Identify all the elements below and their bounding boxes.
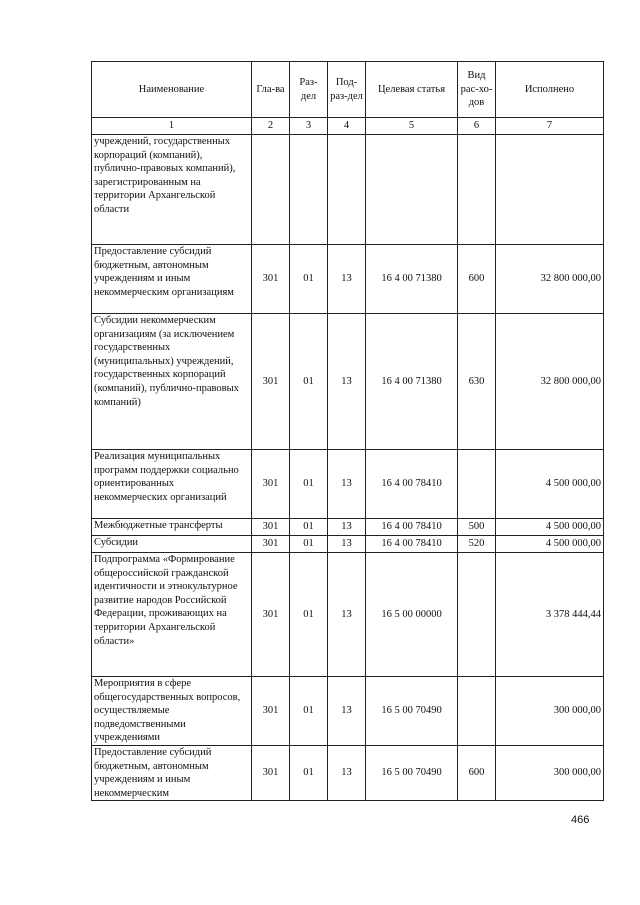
- row-razdel: 01: [290, 553, 328, 677]
- row-article: [366, 135, 458, 245]
- row-article: 16 4 00 71380: [366, 314, 458, 450]
- header-name: Наименование: [92, 62, 252, 118]
- row-razdel: 01: [290, 245, 328, 314]
- header-executed: Исполнено: [496, 62, 604, 118]
- row-name: Предоставление субсидий бюджетным, автономным учреждениям и иным некоммерческим организациям: [92, 245, 252, 314]
- row-podrazdel: 13: [328, 536, 366, 553]
- page-number: 466: [571, 814, 590, 826]
- row-podrazdel: 13: [328, 314, 366, 450]
- row-vid: 600: [458, 746, 496, 801]
- row-article: 16 5 00 70490: [366, 677, 458, 746]
- row-glava: 301: [252, 245, 290, 314]
- header-vid: Вид рас-хо-дов: [458, 62, 496, 118]
- column-number: 2: [252, 118, 290, 135]
- row-amount: [496, 135, 604, 245]
- table-row: [92, 135, 604, 245]
- row-podrazdel: [328, 135, 366, 245]
- row-amount: 32 800 000,00: [496, 245, 604, 314]
- table-row: [92, 245, 604, 314]
- row-razdel: [290, 135, 328, 245]
- row-amount: 300 000,00: [496, 746, 604, 801]
- row-razdel: 01: [290, 450, 328, 519]
- row-razdel: 01: [290, 536, 328, 553]
- row-amount: 4 500 000,00: [496, 519, 604, 536]
- table-row: [92, 553, 604, 677]
- row-article: 16 4 00 71380: [366, 245, 458, 314]
- column-number: 1: [92, 118, 252, 135]
- table-row: [92, 450, 604, 519]
- row-glava: 301: [252, 450, 290, 519]
- row-razdel: 01: [290, 519, 328, 536]
- header-razdel: Раз-дел: [290, 62, 328, 118]
- row-amount: 300 000,00: [496, 677, 604, 746]
- row-article: 16 5 00 00000: [366, 553, 458, 677]
- row-name: Подпрограмма «Формирование общероссийской гражданской идентичности и этнокультурное развитие народов Российской Федерации, проживающих на территории Архангельской области»: [92, 553, 252, 677]
- row-glava: 301: [252, 314, 290, 450]
- row-article: 16 4 00 78410: [366, 450, 458, 519]
- row-glava: 301: [252, 553, 290, 677]
- row-vid: 630: [458, 314, 496, 450]
- column-number: 6: [458, 118, 496, 135]
- row-razdel: 01: [290, 677, 328, 746]
- row-name: Реализация муниципальных программ поддержки социально ориентированных некоммерческих организаций: [92, 450, 252, 519]
- table-row: [92, 314, 604, 450]
- row-vid: 600: [458, 245, 496, 314]
- column-number: 4: [328, 118, 366, 135]
- row-amount: 32 800 000,00: [496, 314, 604, 450]
- row-razdel: 01: [290, 314, 328, 450]
- column-number-row: [92, 118, 604, 135]
- row-vid: [458, 553, 496, 677]
- row-razdel: 01: [290, 746, 328, 801]
- row-article: 16 5 00 70490: [366, 746, 458, 801]
- row-name: Субсидии: [92, 536, 252, 553]
- row-podrazdel: 13: [328, 553, 366, 677]
- row-podrazdel: 13: [328, 746, 366, 801]
- budget-table: [91, 61, 604, 801]
- row-glava: [252, 135, 290, 245]
- column-number: 7: [496, 118, 604, 135]
- row-vid: [458, 450, 496, 519]
- table-row: [92, 746, 604, 801]
- header-podrazdel: Под-раз-дел: [328, 62, 366, 118]
- row-glava: 301: [252, 519, 290, 536]
- row-glava: 301: [252, 677, 290, 746]
- row-podrazdel: 13: [328, 245, 366, 314]
- row-name: учреждений, государственных корпораций (компаний), публично-правовых компаний), зарегистрированным на территории Архангельской области: [92, 135, 252, 245]
- column-number: 3: [290, 118, 328, 135]
- row-article: 16 4 00 78410: [366, 519, 458, 536]
- row-glava: 301: [252, 746, 290, 801]
- header-article: Целевая статья: [366, 62, 458, 118]
- row-podrazdel: 13: [328, 450, 366, 519]
- row-name: Мероприятия в сфере общегосударственных вопросов, осуществляемые подведомственными учреждениями: [92, 677, 252, 746]
- row-glava: 301: [252, 536, 290, 553]
- row-amount: 4 500 000,00: [496, 536, 604, 553]
- table-row: [92, 677, 604, 746]
- header-glava: Гла-ва: [252, 62, 290, 118]
- row-podrazdel: 13: [328, 677, 366, 746]
- row-name: Предоставление субсидий бюджетным, автономным учреждениям и иным некоммерческим: [92, 746, 252, 801]
- row-amount: 4 500 000,00: [496, 450, 604, 519]
- row-name: Межбюджетные трансферты: [92, 519, 252, 536]
- table-row: [92, 536, 604, 553]
- row-article: 16 4 00 78410: [366, 536, 458, 553]
- row-vid: [458, 677, 496, 746]
- header-row: [92, 62, 604, 118]
- row-name: Субсидии некоммерческим организациям (за исключением государственных (муниципальных) учреждений, государственных корпораций (компаний), публично-правовых компаний): [92, 314, 252, 450]
- column-number: 5: [366, 118, 458, 135]
- row-podrazdel: 13: [328, 519, 366, 536]
- row-vid: 500: [458, 519, 496, 536]
- table-row: [92, 519, 604, 536]
- row-vid: 520: [458, 536, 496, 553]
- row-vid: [458, 135, 496, 245]
- row-amount: 3 378 444,44: [496, 553, 604, 677]
